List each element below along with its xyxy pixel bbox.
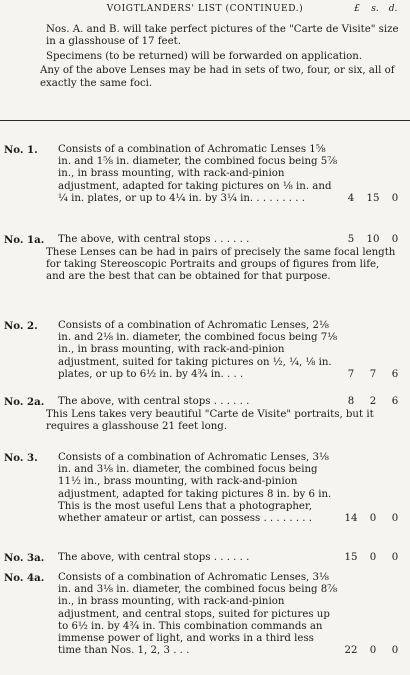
intro-line-2: Specimens (to be returned) will be forwarded on application. [46, 50, 363, 62]
price-shillings: 0 [369, 645, 377, 657]
entry-number: No. 4a. [4, 572, 45, 584]
lens-entry-1a [0, 234, 410, 246]
lens-entry-4a [0, 572, 410, 657]
page-title: VOIGTLANDERS' LIST (CONTINUED.) [106, 4, 304, 14]
lens-entry-3a [0, 552, 410, 564]
entry-price [342, 369, 404, 381]
price-pence: 0 [391, 645, 399, 657]
intro-line-1: Nos. A. and B. will take perfect pictures of the "Carte de Visite" size in a glasshouse of 17 feet. [46, 24, 399, 48]
entry-price [342, 396, 404, 408]
price-pence: 0 [391, 513, 399, 525]
entry-number: No. 3a. [4, 552, 45, 564]
entry-description: The above, with central stops . . . . . . [58, 552, 250, 563]
lens-entry-2a [0, 396, 410, 408]
price-column-headers [348, 4, 402, 14]
entry-number: No. 2a. [4, 396, 45, 408]
note-carte-de-visite: This Lens takes very beautiful "Carte de Visite" portraits, but it requires a glasshouse 21 feet long. [46, 409, 374, 433]
entry-number: No. 1a. [4, 234, 45, 246]
price-pounds: 5 [347, 234, 355, 245]
price-shillings: 0 [369, 552, 377, 563]
entry-description: Consists of a combination of Achromatic Lenses, 3⅛ in. and 3⅛ in. diameter, the combined focus being 8⅞ in., in brass mounting, with rack-and-pinion adjustment, and central stops, suited for pictures up to 6½ in. by 4¾ in. This combination commands an immense power of light, and works in a third less time than Nos. 1, 2, 3 . . . [58, 572, 338, 657]
shillings-column-header: s. [371, 4, 379, 14]
price-pounds: 8 [347, 396, 355, 407]
pounds-column-header: £ [354, 4, 360, 14]
entry-price [342, 645, 404, 657]
entry-description: Consists of a combination of Achromatic Lenses, 2⅛ in. and 2⅛ in. diameter, the combined focus being 7⅛ in., in brass mounting, with rack-and-pinion adjustment, suited for taking pictures on ½, ¼, ⅛ in. plates, or up to 6½ in. by 4¾ in. . . . [58, 320, 338, 380]
price-pence: 0 [391, 234, 399, 245]
price-pence: 6 [391, 368, 399, 380]
entry-description: Consists of a combination of Achromatic Lenses 1⅝ in. and 1⅝ in. diameter, the combined focus being 5⅞ in., in brass mounting, with rack-and-pinion adjustment, adapted for taking pictures on ⅛ in. and ¼ in. plates, or up to 4¼ in. by 3¼ in. . . . . . . . . [58, 144, 338, 204]
intro-line-3: Any of the above Lenses may be had in sets of two, four, or six, all of exactly the same foci. [40, 65, 395, 89]
lens-entry-3 [0, 452, 410, 525]
entry-price [342, 552, 404, 564]
price-pence: 0 [391, 552, 399, 563]
lens-entry-1 [0, 144, 410, 205]
entry-description: Consists of a combination of Achromatic Lenses, 3⅛ in. and 3⅛ in. diameter, the combined focus being 11½ in., brass mounting, with rack-and-pinion adjustment, adapted for taking pictures 8 in. by 6 in. This is the most useful Lens that a photographer, whether amateur or artist, can possess . . . . . . . . [58, 452, 332, 525]
price-pence: 0 [391, 192, 399, 204]
price-shillings: 7 [369, 368, 377, 380]
entry-price [342, 234, 404, 246]
price-pounds: 15 [344, 552, 358, 563]
intro-section [0, 24, 410, 92]
entry-description: The above, with central stops . . . . . . [58, 234, 250, 245]
entry-description: The above, with central stops . . . . . . [58, 396, 250, 407]
price-pence: 6 [391, 396, 399, 407]
price-shillings: 2 [369, 396, 377, 407]
entry-number: No. 2. [4, 320, 38, 332]
pence-column-header: d. [388, 4, 398, 14]
price-shillings: 15 [366, 192, 380, 204]
price-shillings: 0 [369, 513, 377, 525]
entry-number: No. 1. [4, 144, 38, 156]
price-pounds: 14 [344, 513, 358, 525]
price-shillings: 10 [366, 234, 380, 245]
note-stereoscopic: These Lenses can be had in pairs of precisely the same focal length for taking Stereoscopic Portraits and groups of figures from life, and are the best that can be obtained for that purpose. [46, 247, 396, 283]
entry-price [342, 513, 404, 525]
entry-price [342, 193, 404, 205]
section-divider [0, 120, 410, 121]
lens-entry-2 [0, 320, 410, 381]
price-pounds: 4 [347, 192, 355, 204]
price-pounds: 22 [344, 645, 358, 657]
price-pounds: 7 [347, 368, 355, 380]
entry-number: No. 3. [4, 452, 38, 464]
